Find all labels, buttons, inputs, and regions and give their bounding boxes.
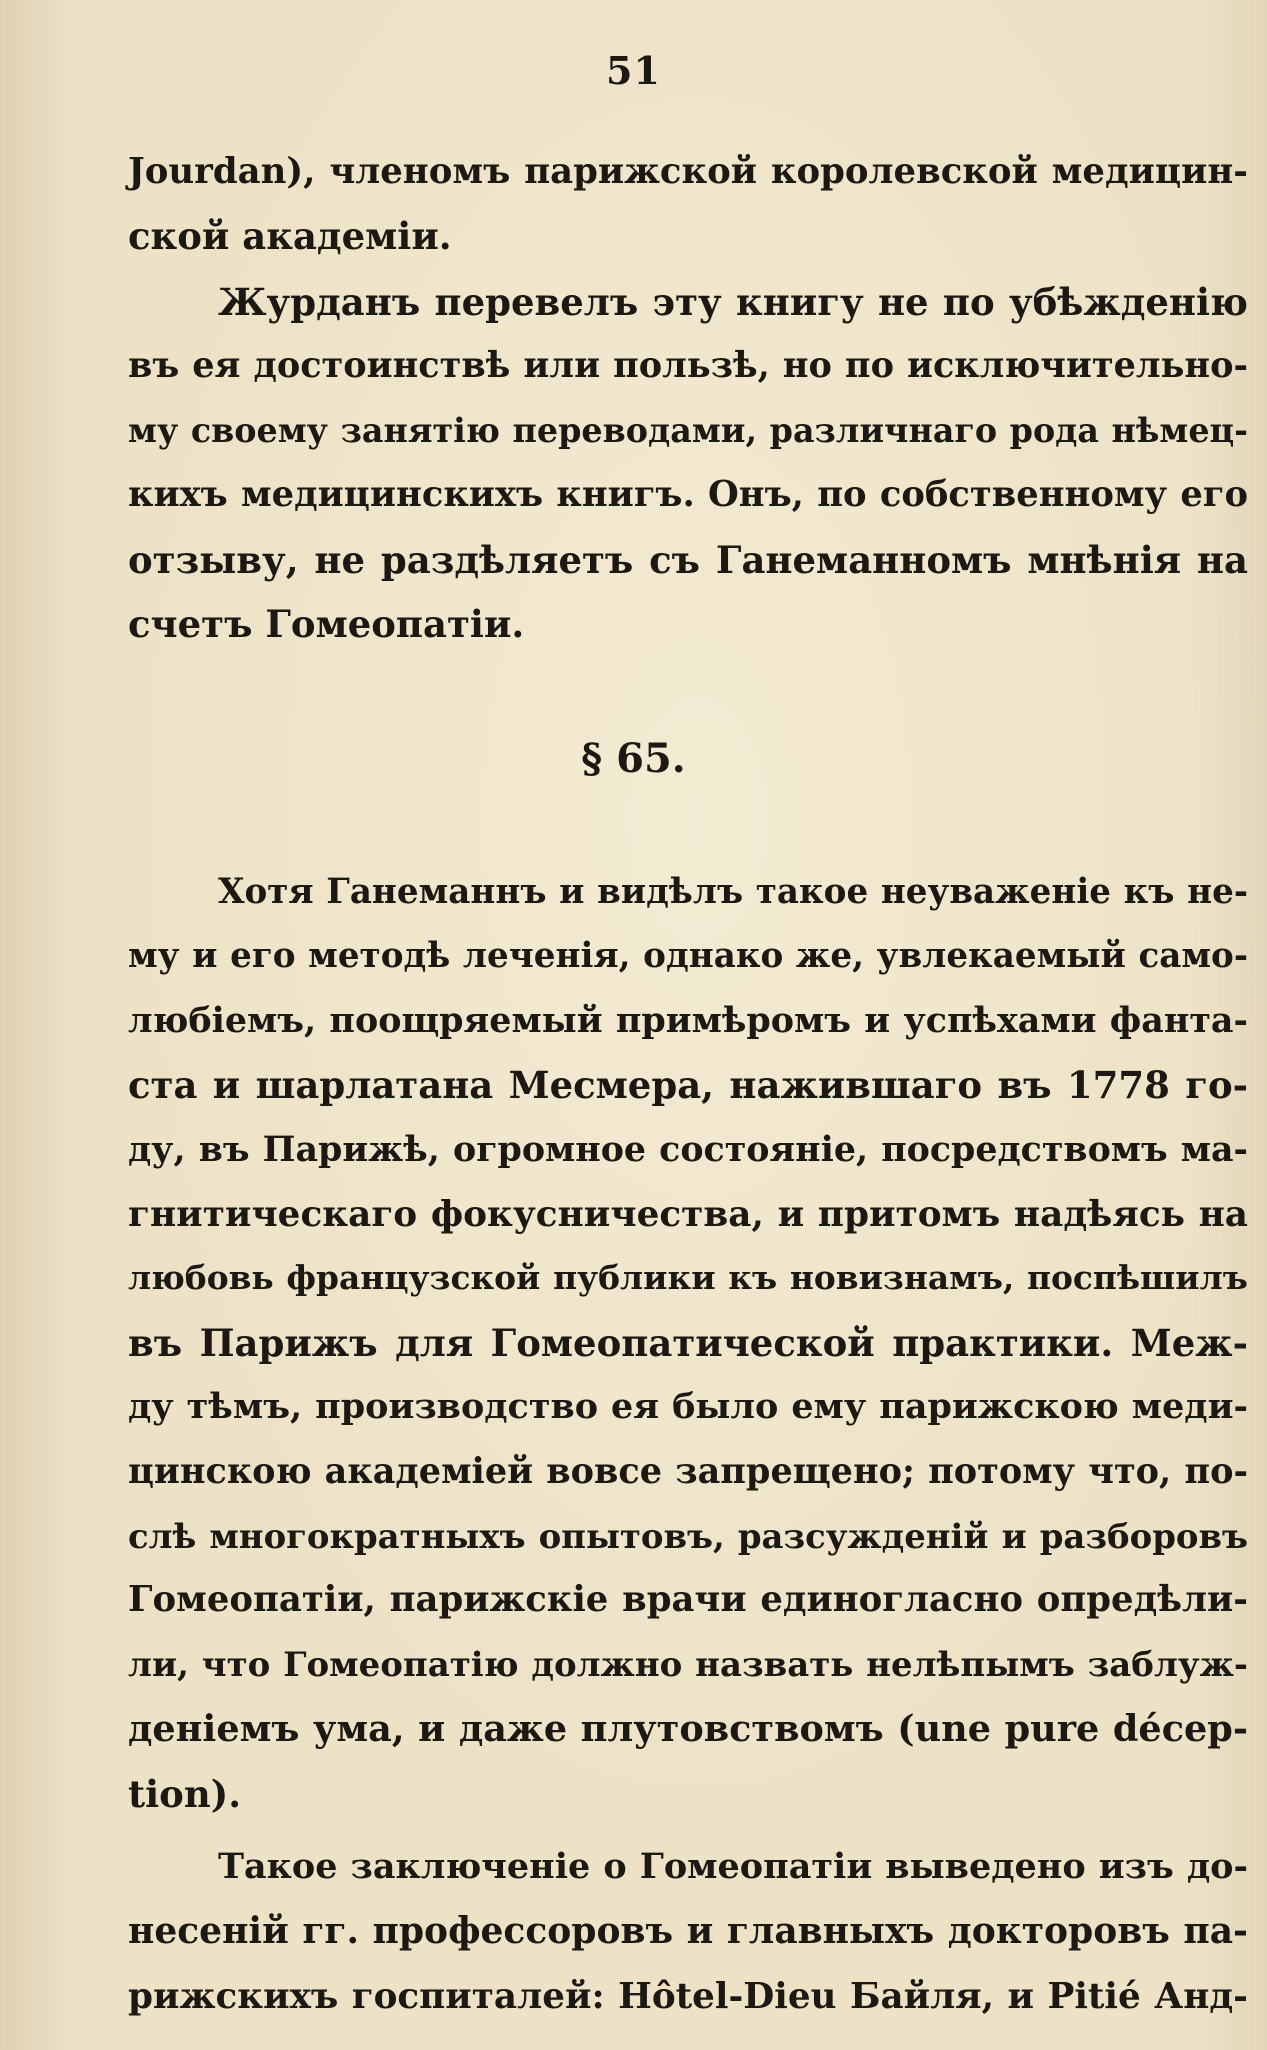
paragraph-hahnemann [128,860,1248,1826]
section-heading: § 65. [581,735,686,782]
page-number: 51 [606,48,661,93]
text-line: любовь французской публики къ новизнамъ, поспѣшилъ [128,1258,1248,1298]
text-line: счетъ Гомеопатіи. [128,602,525,647]
paragraph-conclusion [128,1835,1248,2028]
text-line: му и его методѣ леченія, однако же, увлекаемый само- [128,936,1248,977]
text-line: деніемъ ума, и даже плутовствомъ (une pure décep- [128,1707,1248,1751]
text-line: несеній гг. профессоровъ и главныхъ докторовъ па- [128,1910,1248,1953]
text-line: кихъ медицинскихъ книгъ. Онъ, по собственному его [128,474,1248,516]
text-line: ской академіи. [128,214,452,259]
text-line: му своему занятію переводами, различнаго рода нѣмец- [128,410,1248,450]
text-line: отзыву, не раздѣляетъ съ Ганеманномъ мнѣнія на [128,537,1248,582]
text-line: гнитическаго фокусничества, и притомъ надѣясь на [128,1193,1248,1236]
text-line: слѣ многократныхъ опытовъ, разсужденій и разборовъ [128,1516,1248,1557]
text-line: ста и шарлатана Месмера, нажившаго въ 1778 го- [128,1063,1248,1108]
text-line: Такое заключеніе о Гомеопатіи выведено изъ до- [218,1846,1248,1887]
text-line: въ ея достоинствѣ или пользѣ, но по исключительно- [128,345,1248,387]
paragraph-jourdan [128,270,1248,656]
text-line: ду тѣмъ, производство ея было ему парижскою меди- [128,1386,1248,1428]
text-line: въ Парижъ для Гомеопатической практики. Меж- [128,1320,1248,1365]
text-line: ду, въ Парижѣ, огромное состояніе, посредствомъ ма- [128,1128,1248,1170]
text-line: любіемъ, поощряемый примѣромъ и успѣхами фанта- [128,999,1248,1041]
text-line: ли, что Гомеопатію должно назвать нелѣпымъ заблуж- [128,1644,1248,1685]
text-line: рижскихъ госпиталей: Hôtel-Dieu Байля, и Pitié Анд- [128,1974,1248,2017]
text-line: tion). [128,1771,242,1816]
text-line: Журданъ перевелъ эту книгу не по убѣжденію [218,280,1248,324]
text-line: цинскою академіей вовсе запрещено; потому что, по- [128,1450,1248,1492]
text-line: Jourdan), членомъ парижской королевской медицин- [128,151,1248,192]
paragraph-continuation [128,140,1248,269]
text-line: Хотя Ганеманнъ и видѣлъ такое неуваженіе къ не- [218,872,1248,912]
text-line: Гомеопатіи, парижскіе врачи единогласно опредѣли- [128,1579,1248,1621]
